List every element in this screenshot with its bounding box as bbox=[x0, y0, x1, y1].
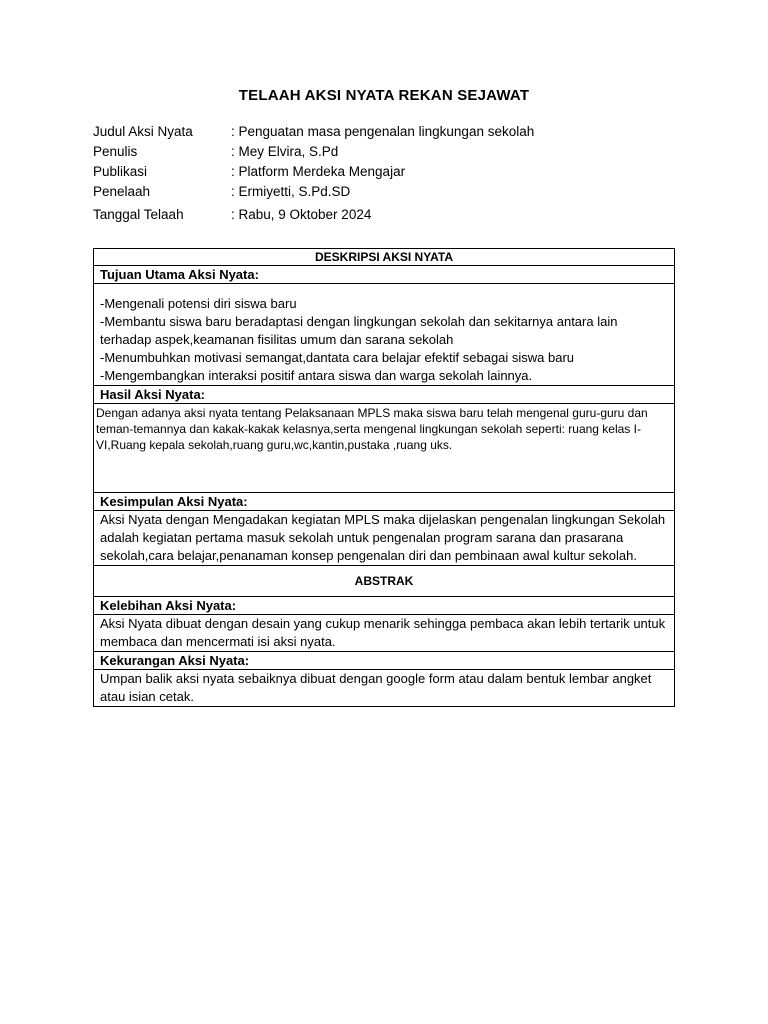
kekurangan-body: Umpan balik aksi nyata sebaiknya dibuat dengan google form atau dalam bentuk lembar angket atau isian cetak. bbox=[94, 670, 675, 707]
kekurangan-body-row bbox=[94, 670, 675, 707]
meta-value-penulis: : Mey Elvira, S.Pd bbox=[231, 144, 339, 159]
abstrak-header: ABSTRAK bbox=[94, 566, 675, 597]
kelebihan-body-row bbox=[94, 615, 675, 652]
tujuan-line-1: -Mengenali potensi diri siswa baru bbox=[100, 296, 297, 311]
hasil-heading-row bbox=[94, 386, 675, 404]
tujuan-body-row bbox=[94, 284, 675, 386]
document-title: TELAAH AKSI NYATA REKAN SEJAWAT bbox=[238, 87, 530, 104]
tujuan-line-3: -Menumbuhkan motivasi semangat,dantata cara belajar efektif sebagai siswa baru bbox=[100, 350, 575, 365]
tujuan-line-4: -Mengembangkan interaksi positif antara siswa dan warga sekolah lainnya. bbox=[100, 368, 533, 383]
meta-label-penulis: Penulis bbox=[93, 144, 138, 159]
tujuan-body bbox=[94, 284, 675, 386]
meta-label-judul: Judul Aksi Nyata bbox=[93, 124, 193, 139]
meta-row-penelaah bbox=[93, 182, 534, 202]
meta-value-penelaah: : Ermiyetti, S.Pd.SD bbox=[231, 184, 351, 199]
kelebihan-heading-row bbox=[94, 597, 675, 615]
kekurangan-heading: Kekurangan Aksi Nyata: bbox=[94, 652, 675, 670]
meta-value-judul: : Penguatan masa pengenalan lingkungan sekolah bbox=[231, 124, 535, 139]
meta-value-tanggal: : Rabu, 9 Oktober 2024 bbox=[231, 207, 372, 222]
tujuan-line-2: -Membantu siswa baru beradaptasi dengan lingkungan sekolah dan sekitarnya antara lain terhadap aspek,keamanan fisilitas umum dan sarana sekolah bbox=[100, 314, 622, 347]
meta-label-tanggal: Tanggal Telaah bbox=[93, 207, 184, 222]
tujuan-heading: Tujuan Utama Aksi Nyata: bbox=[94, 266, 675, 284]
kekurangan-heading-row bbox=[94, 652, 675, 670]
deskripsi-header-row bbox=[94, 249, 675, 266]
tujuan-heading-row bbox=[94, 266, 675, 284]
kesimpulan-body-row bbox=[94, 511, 675, 566]
hasil-heading: Hasil Aksi Nyata: bbox=[94, 386, 675, 404]
kesimpulan-body: Aksi Nyata dengan Mengadakan kegiatan MPLS maka dijelaskan pengenalan lingkungan Sekolah adalah kegiatan pertama masuk sekolah untuk pengenalan program sarana dan prasarana sekolah,cara belajar,penanaman konsep pengenalan diri dan pembinaan awal kultur sekolah. bbox=[94, 511, 675, 566]
kesimpulan-heading-row bbox=[94, 493, 675, 511]
meta-row-penulis bbox=[93, 142, 534, 162]
kelebihan-body: Aksi Nyata dibuat dengan desain yang cukup menarik sehingga pembaca akan lebih tertarik untuk membaca dan mencermati isi aksi nyata. bbox=[94, 615, 675, 652]
review-table bbox=[93, 248, 675, 707]
hasil-body-row bbox=[94, 404, 675, 493]
metadata-block bbox=[93, 122, 534, 225]
meta-row-tanggal bbox=[93, 205, 534, 225]
meta-row-publikasi bbox=[93, 162, 534, 182]
abstrak-header-row bbox=[94, 566, 675, 597]
meta-row-judul bbox=[93, 122, 534, 142]
meta-value-publikasi: : Platform Merdeka Mengajar bbox=[231, 164, 406, 179]
kesimpulan-heading: Kesimpulan Aksi Nyata: bbox=[94, 493, 675, 511]
kelebihan-heading: Kelebihan Aksi Nyata: bbox=[94, 597, 675, 615]
hasil-body: Dengan adanya aksi nyata tentang Pelaksanaan MPLS maka siswa baru telah mengenal guru-guru dan teman-temannya dan kakak-kakak kelasnya,serta mengenal lingkungan sekolah seperti: ruang kelas I-VI,Ruang kepala sekolah,ruang guru,wc,kantin,pustaka ,ruang uks. bbox=[94, 404, 675, 493]
meta-label-publikasi: Publikasi bbox=[93, 164, 148, 179]
meta-label-penelaah: Penelaah bbox=[93, 184, 151, 199]
deskripsi-header: DESKRIPSI AKSI NYATA bbox=[94, 249, 675, 266]
